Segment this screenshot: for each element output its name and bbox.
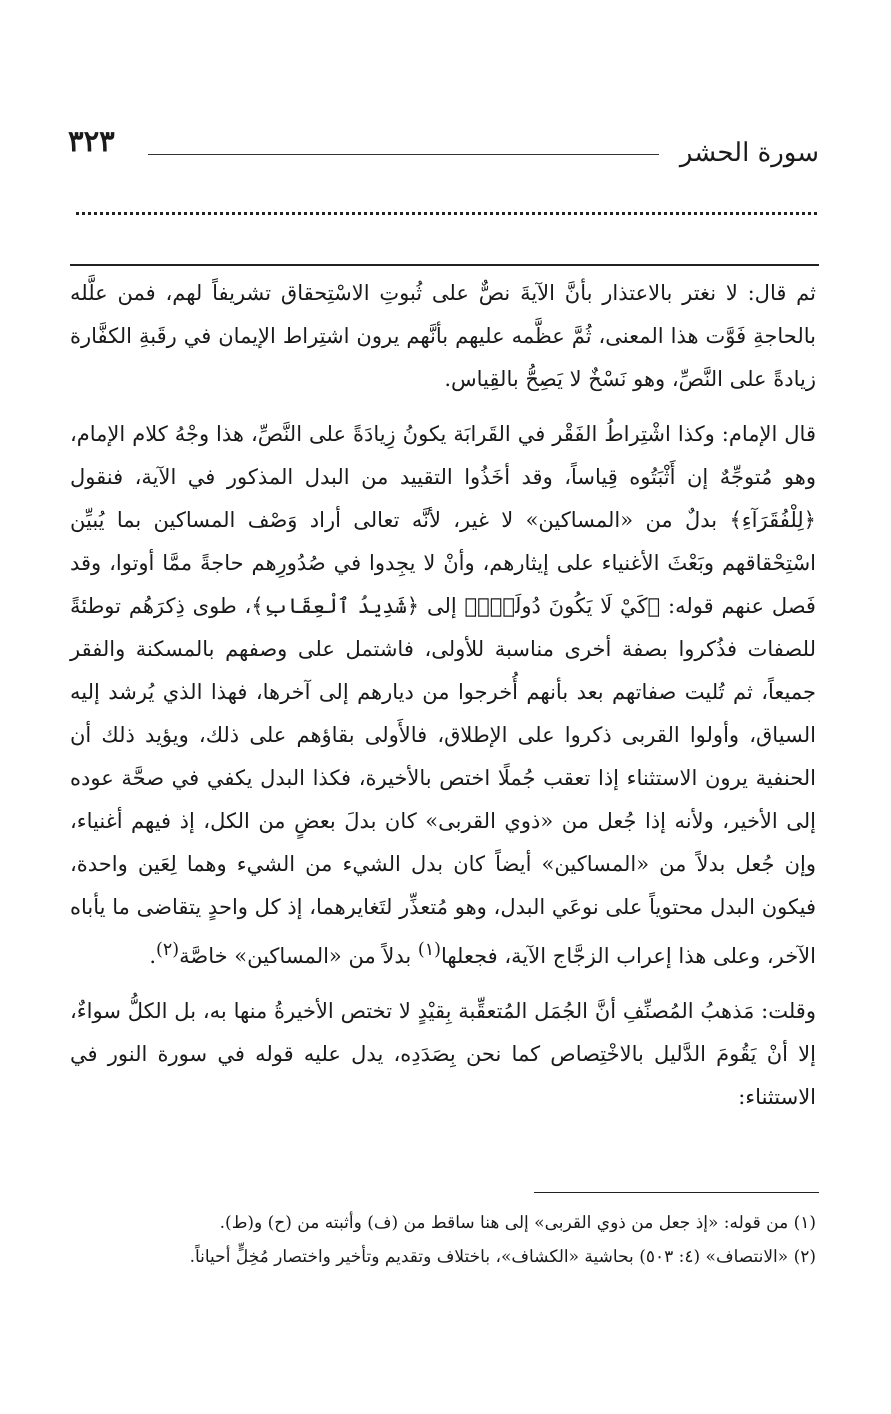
footnote-ref-1[interactable]: (١) — [417, 940, 441, 960]
footnote-2: (٢) «الانتصاف» (٤: ٥٠٣) بحاشية «الكشاف»، باختلاف وتقديم وتأخير واختصار مُخِلٍّ أحياناً. — [189, 1247, 816, 1267]
quran-quote-1: ﴿لِلْفُقَرَآءِ﴾ — [729, 508, 816, 532]
footnotes — [70, 1206, 816, 1274]
footnote-rule — [534, 1192, 819, 1193]
paragraph-1: ثم قال: لا نغتر بالاعتذار بأنَّ الآيةَ نصٌّ على ثُبوتِ الاسْتِحقاق تشريفاً لهم، فمن علَّله بالحاجةِ فَوَّت هذا المعنى، ثُمَّ عظَّمه عليهم بأنَّهم يرون اشتِراط الإيمان في رقَبةِ الكفَّارة زيادةً على النَّصِّ، وهو نَسْخٌ لا يَصِحُّ بالقِياس. — [70, 281, 816, 391]
footnote-1: (١) من قوله: «إذ جعل من ذوي القربى» إلى هنا ساقط من (ف) وأثبته من (ح) و(ط). — [219, 1213, 816, 1233]
footnote-ref-2[interactable]: (٢) — [156, 940, 180, 960]
page-number: ٣٢٣ — [68, 124, 115, 158]
paragraph-2-part-c: ، طوى ذِكرَهُم توطئةً للصفات فذُكروا بصفة أخرى مناسبة للأولى، فاشتمل على وصفهم بالمسكنة والفقر جميعاً، ثم تُليت صفاتهم بعد بأنهم أُخرجوا من ديارهم إلى آخرها، فهذا الذي يُرشد إليه السياق، وأولوا القربى ذكروا على الإطلاق، فالأَولى بقاؤهم على ذلك، ويؤيد ذلك أن الحنفية يرون الاستثناء إذا تعقب جُملًا اختص بالأخيرة، فكذا البدل يكفي في صحَّة عوده إلى الأخير، ولأنه إذا جُعل من «ذوي القربى» كان بدلَ بعضٍ من الكل، إذ فيهم أغنياء، وإن جُعل بدلاً من «المساكين» أيضاً كان بدل الشيء من الشيء وهما لِعَين واحدة، فيكون البدل محتوياً على نوعَي البدل، وهو مُتعذِّر لتَغايرهما، إذ كل واحدٍ يتقاضى ما يأباه الآخر، وعلى هذا إعراب الزجَّاج الآية، فجعلها — [70, 594, 816, 968]
paragraph-2 — [70, 413, 816, 978]
paragraph-2-part-b: بدلٌ من «المساكين» لا غير، لأنَّه تعالى أراد وَصْف المساكين بما يُبيِّن اسْتِحْقاقهم وبَعْثَ الأغنياء على إيثارهم، وأنْ لا يجِدوا في صُدُورِهم حاجةً ممَّا أوتوا، وقد فَصل عنهم قوله: — [70, 508, 816, 618]
dotted-separator — [76, 212, 817, 215]
word-ila: إلى — [426, 594, 457, 618]
text-separator — [70, 264, 819, 266]
quran-quote-2: ﴿كَيْ لَا يَكُونَ دُولَةًۢ﴾ — [464, 594, 661, 618]
main-text — [70, 272, 816, 1119]
paragraph-2-part-d: بدلاً من «المساكين» خاصَّة — [179, 944, 412, 968]
quran-quote-3: ﴿شَدِيدُ ٱلْعِقَابِ﴾ — [251, 594, 420, 618]
paragraph-2-part-a: قال الإمام: وكذا اشْتِراطُ الفَقْر في القَرابَة يكونُ زِيادَةً على النَّصِّ، هذا وجْهُ كلام الإمام، وهو مُتوجِّهٌ إن أَثْبَتُوه قِياساً، وقد أخَذُوا التقييد من البدل المذكور في الآية، فنقول — [70, 422, 816, 489]
header-rule — [148, 154, 659, 155]
running-head — [68, 118, 819, 168]
surah-title: سورة الحشر — [679, 138, 819, 168]
paragraph-2-end: . — [149, 944, 157, 968]
paragraph-3: وقلت: مَذهبُ المُصنِّفِ أنَّ الجُمَل المُتعقِّبة بِقيْدٍ لا تختص الأخيرةُ منها به، بل الكلُّ سواءٌ، إلا أنْ يَقُومَ الدَّليل بالاخْتِصاص كما نحن بِصَدَدِه، يدل عليه قوله في سورة النور في الاستثناء: — [70, 999, 816, 1109]
